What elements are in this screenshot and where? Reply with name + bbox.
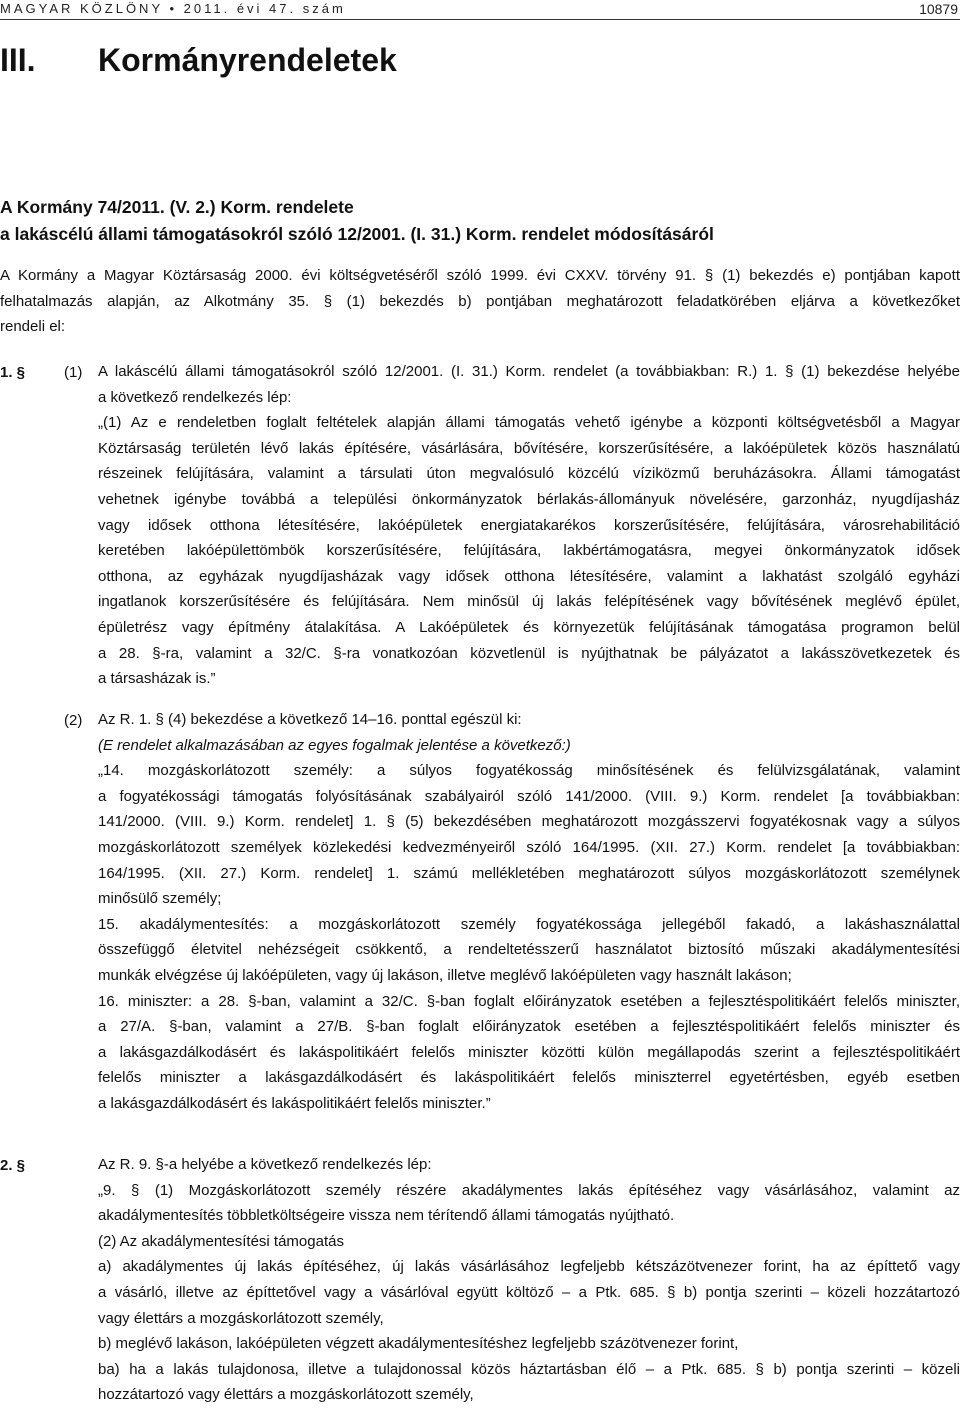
text-line: a lakásgazdálkodásért és lakáspolitikáért felelős miniszter.” [98,1094,491,1112]
text-line: összefüggő életvitel nehézségeit csökkentő, a rendeltetésszerű használatot biztosító műszaki akadálymentesítési [98,941,960,959]
text-line: 16. miniszter: a 28. §-ban, valamint a 32/C. §-ban foglalt előirányzatok esetében a fejlesztéspolitikáért felelős miniszter, [98,992,960,1010]
text-line: a következő rendelkezés lép: [98,388,292,406]
text-line: ba) ha a lakás tulajdonosa, illetve a tulajdonossal közös háztartásban élő – a Ptk. 685. § b) pontja szerinti – közeli [98,1360,960,1378]
text-line: otthona, az egyházak nyugdíjasházak vagy idősek otthona létesítésére, valamint a lakhatást szolgáló egyházi [98,567,960,585]
text-line: „14. mozgáskorlátozott személy: a súlyos fogyatékosság minősítésének és felülvizsgálatának, valamint [98,762,960,780]
text-line: 141/2000. (VIII. 9.) Korm. rendelet] 1. § (5) bekezdésében meghatározott mozgásszervi fogyatékosnak vagy a súlyos [98,813,960,831]
text-line: 15. akadálymentesítés: a mozgáskorlátozott személy fogyatékossága jellegéből fakadó, a lakáshasználattal [98,915,960,933]
preamble-line: felhatalmazás alapján, az Alkotmány 35. § (1) bekezdés b) pontjában meghatározott feladatkörében eljárva a következőket [0,292,960,310]
text-line: akadálymentesítés többletköltségeire vissza nem térítendő állami támogatás nyújtható. [98,1207,675,1225]
text-line: a vásárló, illetve az építtetővel vagy a vásárlóval együtt költöző – a Ptk. 685. § b) pontja szerinti – közeli hozzátartozó [98,1283,960,1301]
section-2-label: 2. § [0,1157,26,1174]
text-line: Az R. 1. § (4) bekezdése a következő 14–16. ponttal egészül ki: [98,711,522,728]
running-header [0,0,960,20]
text-line: felelős miniszter a lakásgazdálkodásért és lakáspolitikáért felelős miniszterrel egyetértésben, egyéb esetben [98,1069,960,1087]
text-line: a 27/A. §-ban, valamint a 27/B. §-ban foglalt előirányzatok esetében a fejlesztéspolitikáért felelős miniszter és [98,1018,960,1036]
decree-title-line: A Kormány 74/2011. (V. 2.) Korm. rendelete [0,197,354,217]
text-line: 164/1995. (XII. 27.) Korm. rendelet] 1. számú mellékletében meghatározott súlyos mozgáskorlátozott személynek [98,864,960,882]
text-line: részeinek felújítására, valamint a társulati úton megvalósuló közcélú víziközmű beruházásokra. Állami támogatást [98,465,960,483]
text-line: vagy élettárs a mozgáskorlátozott személy, [98,1309,384,1327]
section-1-paragraph-1 [98,359,960,692]
section-1-paragraph-2 [98,707,960,1117]
text-line: a lakásgazdálkodásért és lakáspolitikáért felelős miniszter közötti külön megállapodás szerint a fejlesztéspolitikáért [98,1043,960,1061]
text-line: (2) Az akadálymentesítési támogatás [98,1232,344,1250]
text-line: épületrész vagy építmény átalakítása. A Lakóépületek és környezetük felújításának támogatása programon belül [98,618,960,636]
text-line: b) meglévő lakáson, lakóépületen végzett akadálymentesítéshez legfeljebb százötvenezer forint, [98,1335,739,1353]
text-line: ingatlanok korszerűsítésére és felújítására. Nem minősül új lakás felépítésének vagy bővítésének meglévő épület, [98,593,960,611]
text-line: (E rendelet alkalmazásában az egyes fogalmak jelentése a következő:) [98,736,571,754]
subsection-1-label: (1) [64,364,83,381]
preamble [0,263,960,340]
text-line: munkák elvégzése új lakóépületen, vagy új lakáson, illetve meglévő lakóépületen vagy használt lakáson; [98,966,792,984]
page-number: 10879 [919,1,958,17]
section-1-label: 1. § [0,364,26,381]
text-line: keretében lakóépülettömbök korszerűsítésére, felújítására, lakbértámogatásra, megyei önkormányzatok idősek [98,542,960,560]
text-line: A lakáscélú állami támogatásokról szóló 12/2001. (I. 31.) Korm. rendelet (a továbbiakban: R.) 1. § (1) bekezdése helyébe [98,363,960,380]
chapter-number: III. [0,42,36,78]
text-line: a) akadálymentes új lakás építéséhez, új lakás vásárlásához legfeljebb kétszázötvenezer forint, ha az építtető vagy [98,1258,960,1276]
text-line: minősülő személy; [98,890,222,908]
section-2-paragraph [98,1152,960,1408]
text-line: vagy idősek otthona létesítésére, lakóépületek energiatakarékos korszerűsítésére, felújítására, városrehabilitáció [98,516,960,534]
text-line: Az R. 9. §-a helyébe a következő rendelkezés lép: [98,1156,432,1173]
text-line: a 28. §-ra, valamint a 32/C. §-ra vonatkozóan közvetlenül is nyújthatnak be pályázatot a lakásszövetkezetek és [98,644,960,662]
preamble-line: rendeli el: [0,318,66,336]
text-line: „(1) Az e rendeletben foglalt feltételek alapján állami támogatás vehető igénybe a központi költségvetésből a Magyar [98,414,960,432]
decree-title-line: a lakáscélú állami támogatásokról szóló 12/2001. (I. 31.) Korm. rendelet módosításáról [0,224,714,244]
text-line: „9. § (1) Mozgáskorlátozott személy részére akadálymentes lakás építéséhez vagy vásárlásához, valamint az [98,1181,960,1199]
text-line: mozgáskorlátozott személyek közlekedési kedvezményeiről szóló 164/1995. (XII. 27.) Korm. rendelet [a továbbiakban: [98,838,960,856]
decree-title [0,194,960,248]
text-line: vehetnek igénybe továbbá a települési önkormányzatok bérlakás-állományuk növelésére, garzonház, nyugdíjasház [98,490,960,508]
subsection-2-label: (2) [64,712,83,729]
header-rule [0,19,960,20]
text-line: a társasházak is.” [98,670,216,688]
text-line: a fogyatékossági támogatás folyósításának szabályairól szóló 141/2000. (VIII. 9.) Korm. rendelet [a továbbiakban: [98,787,960,805]
text-line: hozzátartozó vagy élettárs a mozgáskorlátozott személy, [98,1386,474,1404]
journal-title: MAGYAR KÖZLÖNY • 2011. évi 47. szám [0,1,346,16]
text-line: Köztársaság területén lévő lakás építésére, vásárlására, bővítésére, korszerűsítésére, a lakóépületek közös használatú [98,439,960,457]
chapter-title: Kormányrendeletek [98,42,397,78]
preamble-line: A Kormány a Magyar Köztársaság 2000. évi költségvetéséről szóló 1999. évi CXXV. törvény 91. § (1) bekezdés e) pontjában kapott [0,267,960,284]
